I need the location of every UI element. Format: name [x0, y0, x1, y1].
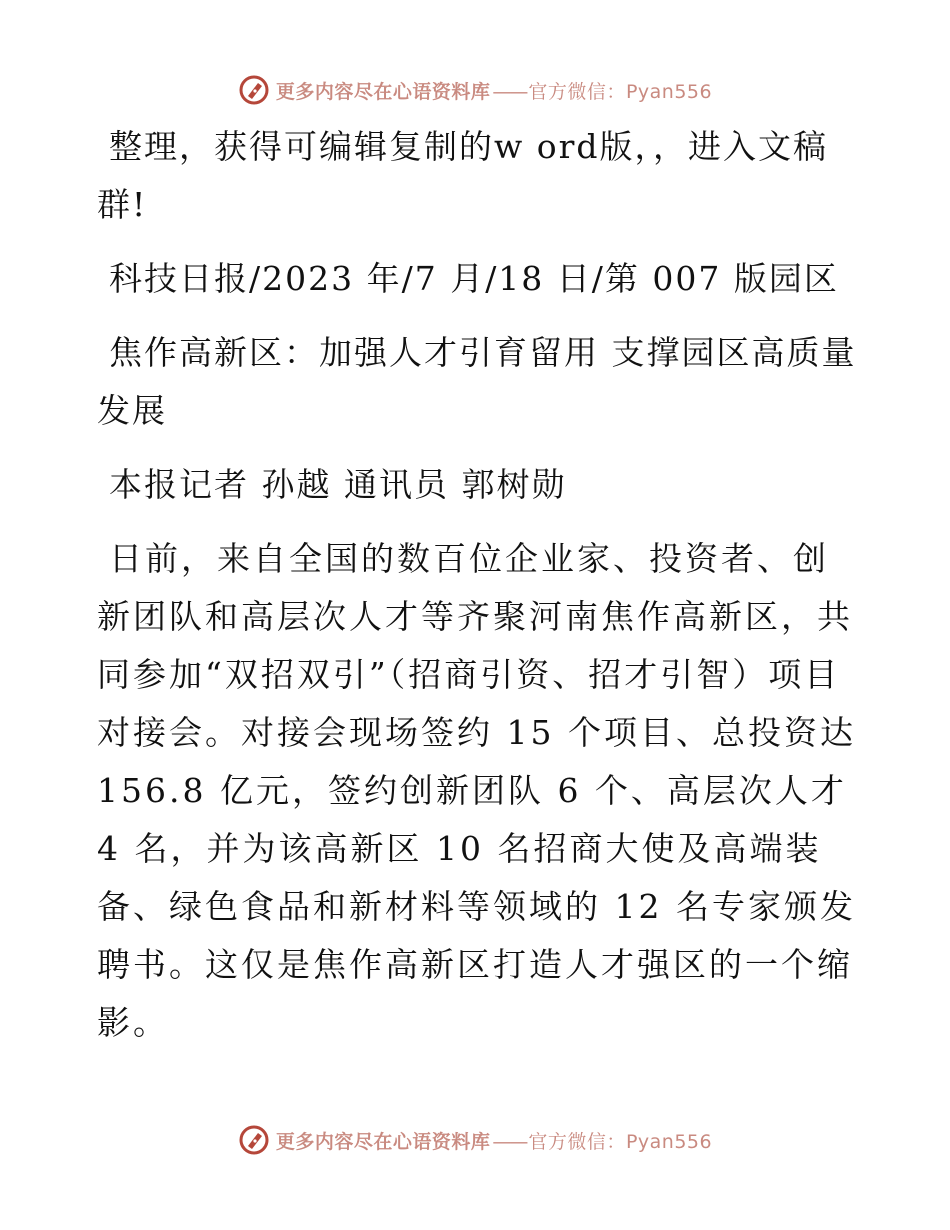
- watermark-brand: 更多内容尽在心语资料库: [275, 80, 491, 103]
- pen-nib-circle-icon: [238, 74, 270, 106]
- watermark-brand: 更多内容尽在心语资料库: [275, 1130, 491, 1153]
- watermark-handle: Pyan556: [625, 80, 713, 103]
- source-line: 科技日报/2023 年/7 月/18 日/第 007 版园区: [109, 259, 839, 298]
- watermark-label: 官方微信：: [528, 1130, 626, 1153]
- article-headline: 焦作高新区：加强人才引育留用 支撑园区高质量发展: [97, 333, 857, 430]
- watermark-handle: Pyan556: [625, 1130, 713, 1153]
- watermark-text: [276, 1127, 712, 1154]
- footer-watermark: [0, 1120, 950, 1160]
- watermark-dash: ——: [492, 1130, 527, 1153]
- intro-paragraph: 整理，获得可编辑复制的w ord版，，进入文稿群!: [97, 127, 829, 224]
- watermark-label: 官方微信：: [528, 80, 626, 103]
- pen-nib-circle-icon: [238, 1124, 270, 1156]
- watermark-dash: ——: [492, 80, 527, 103]
- document-content: [97, 118, 857, 1068]
- article-byline: 本报记者 孙越 通讯员 郭树勋: [109, 465, 567, 504]
- article-body: 日前，来自全国的数百位企业家、投资者、创新团队和高层次人才等齐聚河南焦作高新区，共同参加“双招双引”（招商引资、招才引智）项目对接会。对接会现场签约 15 个项目、总投资达 156.8 亿元，签约创新团队 6 个、高层次人才 4 名，并为该高新区 10 名招商大使及高端装备、绿色食品和新材料等领域的 12 名专家颁发聘书。这仅是焦作高新区打造人才强区的一个缩影。: [97, 539, 856, 1042]
- watermark-text: [276, 77, 712, 104]
- header-watermark: [0, 70, 950, 110]
